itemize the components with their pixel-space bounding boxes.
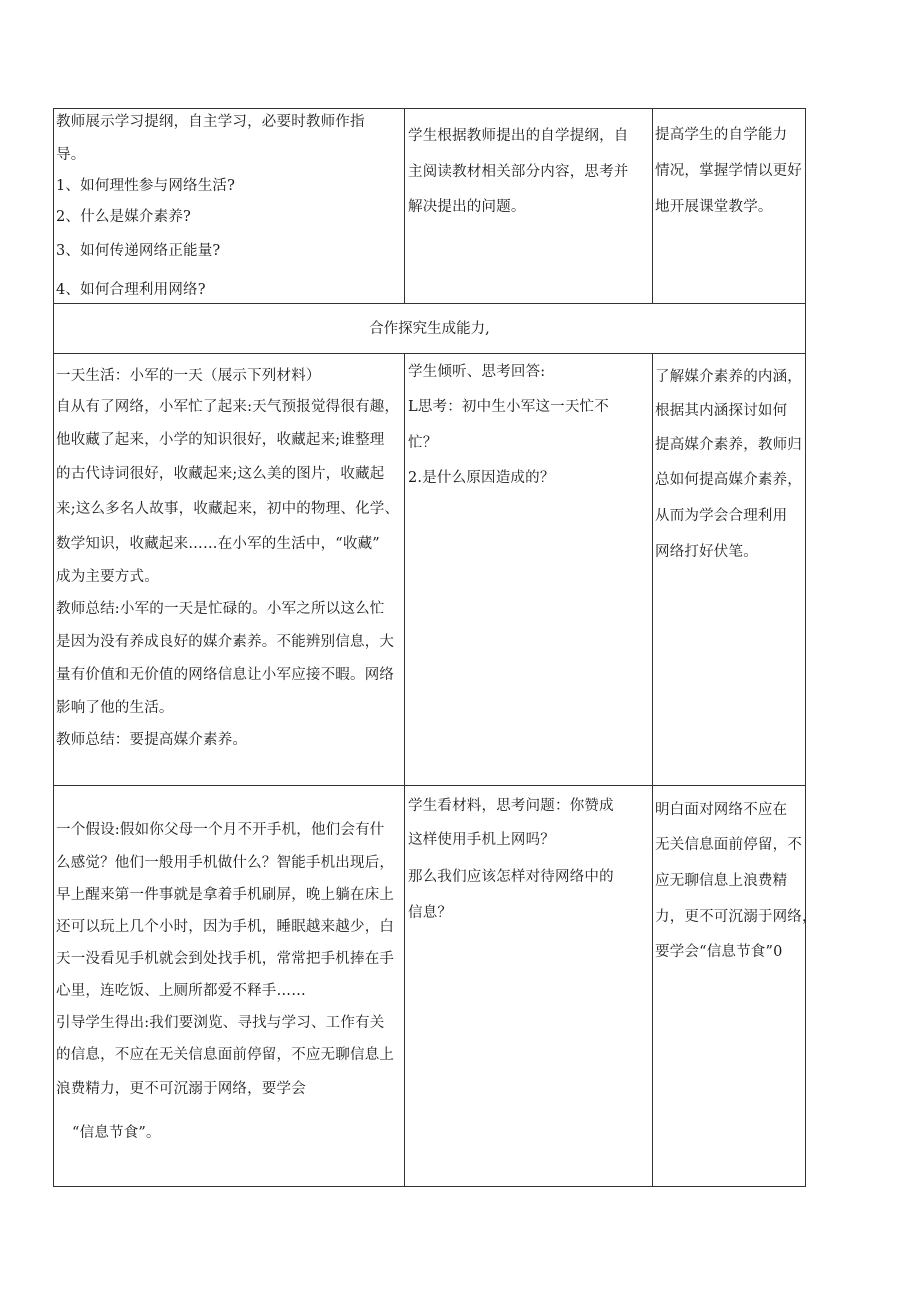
lesson-plan-table xyxy=(53,108,817,1187)
text-line: 教师总结:小军的一天是忙碌的。小军之所以这么忙 xyxy=(56,601,385,617)
text-line: 解决提出的问题。 xyxy=(408,199,526,215)
text-line: 忙？ xyxy=(408,435,438,451)
text-line: 提高学生的自学能力 xyxy=(655,127,788,143)
text-line: 一天生活：小军的一天（展示下列材料） xyxy=(56,368,321,384)
table-row xyxy=(53,108,806,304)
text-line: 力，更不可沉溺于网络， xyxy=(655,909,817,925)
text-line: 数学知识，收藏起来……在小军的生活中，“收藏” xyxy=(56,536,380,552)
text-line: 量有价值和无价值的网络信息让小军应接不暇。网络 xyxy=(56,667,395,683)
text-line: 网络打好伏笔。 xyxy=(655,544,758,560)
text-line: 总如何提高媒介素养， xyxy=(655,472,802,488)
text-line: 1、如何理性参与网络生活? xyxy=(56,178,236,194)
design-intent-cell xyxy=(653,109,805,303)
text-line: 他收藏了起来，小学的知识很好，收藏起来;谁整理 xyxy=(56,432,385,448)
text-line: 了解媒介素养的内涵， xyxy=(655,369,802,385)
design-intent-cell xyxy=(653,354,805,785)
text-line: 明白面对网络不应在 xyxy=(655,802,788,818)
text-line: 主阅读教材相关部分内容，思考并 xyxy=(408,164,629,180)
teacher-activity-cell xyxy=(54,354,405,785)
text-line: 导。 xyxy=(56,147,86,163)
text-line: 那么我们应该怎样对待网络中的 xyxy=(408,869,614,885)
text-line: 地开展课堂教学。 xyxy=(655,199,773,215)
text-line: 一个假设:假如你父母一个月不开手机，他们会有什 xyxy=(56,822,385,838)
text-line: 早上醒来第一件事就是拿着手机刷屏，晚上躺在床上 xyxy=(56,887,395,903)
text-line: 的古代诗词很好，收藏起来;这么美的图片，收藏起 xyxy=(56,466,385,482)
text-line: 的信息，不应在无关信息面前停留，不应无聊信息上 xyxy=(56,1047,395,1063)
text-line: 学生根据教师提出的自学提纲，自 xyxy=(408,128,629,144)
text-line: 2.是什么原因造成的？ xyxy=(408,470,555,486)
text-line: 这样使用手机上网吗？ xyxy=(408,832,555,848)
design-intent-cell xyxy=(653,786,817,1186)
text-line: 学生倾听、思考回答: xyxy=(408,364,546,380)
student-activity-cell xyxy=(405,109,653,303)
text-line: 浪费精力，更不可沉溺于网络，要学会 xyxy=(56,1081,306,1097)
text-line: 天一没看见手机就会到处找手机，常常把手机捧在手 xyxy=(56,951,395,967)
text-line: 引导学生得出:我们要浏览、寻找与学习、工作有关 xyxy=(56,1015,385,1031)
text-line: 要学会“信息节食”0 xyxy=(655,944,783,960)
student-activity-cell xyxy=(405,786,653,1186)
text-line: 成为主要方式。 xyxy=(56,569,159,585)
student-activity-cell xyxy=(405,354,653,785)
text-line: 还可以玩上几个小时，因为手机，睡眠越来越少，白 xyxy=(56,919,395,935)
text-line: 情况，掌握学情以更好 xyxy=(655,163,802,179)
text-line: 来;这么多名人故事，收藏起来，初中的物理、化学、 xyxy=(56,501,400,517)
text-line: 4、如何合理利用网络? xyxy=(56,282,206,298)
text-line: 心里，连吃饭、上厕所都爱不释手…… xyxy=(56,983,306,999)
text-line: 信息？ xyxy=(408,905,453,921)
text-line: 根据其内涵探讨如何 xyxy=(655,403,788,419)
text-line: 影响了他的生活。 xyxy=(56,700,174,716)
text-line: 教师总结：要提高媒介素养。 xyxy=(56,732,248,748)
teacher-activity-cell xyxy=(54,786,405,1186)
table-row xyxy=(53,786,817,1187)
text-line: 自从有了网络，小军忙了起来:天气预报觉得很有趣， xyxy=(56,399,400,415)
text-line: 无关信息面前停留，不 xyxy=(655,837,802,853)
text-line: 教师展示学习提纲，自主学习，必要时教师作指 xyxy=(56,114,365,130)
text-line: 么感觉？他们一般用手机做什么？智能手机出现后， xyxy=(56,855,395,871)
teacher-activity-cell xyxy=(54,109,405,303)
text-line: 应无聊信息上浪费精 xyxy=(655,873,788,889)
text-line: 3、如何传递网络正能量? xyxy=(56,243,221,259)
text-line: 从而为学会合理利用 xyxy=(655,508,788,524)
table-row xyxy=(53,354,806,786)
section-header-row xyxy=(53,304,806,354)
text-line: L思考：初中生小军这一天忙不 xyxy=(408,399,609,415)
section-title: 合作探究生成能力, xyxy=(369,321,490,337)
text-line: “信息节食”。 xyxy=(72,1125,161,1141)
text-line: 2、什么是媒介素养? xyxy=(56,209,191,225)
text-line: 是因为没有养成良好的媒介素养。不能辨别信息，大 xyxy=(56,634,395,650)
text-line: 提高媒介素养，教师归 xyxy=(655,437,802,453)
text-line: 学生看材料，思考问题：你赞成 xyxy=(408,798,614,814)
